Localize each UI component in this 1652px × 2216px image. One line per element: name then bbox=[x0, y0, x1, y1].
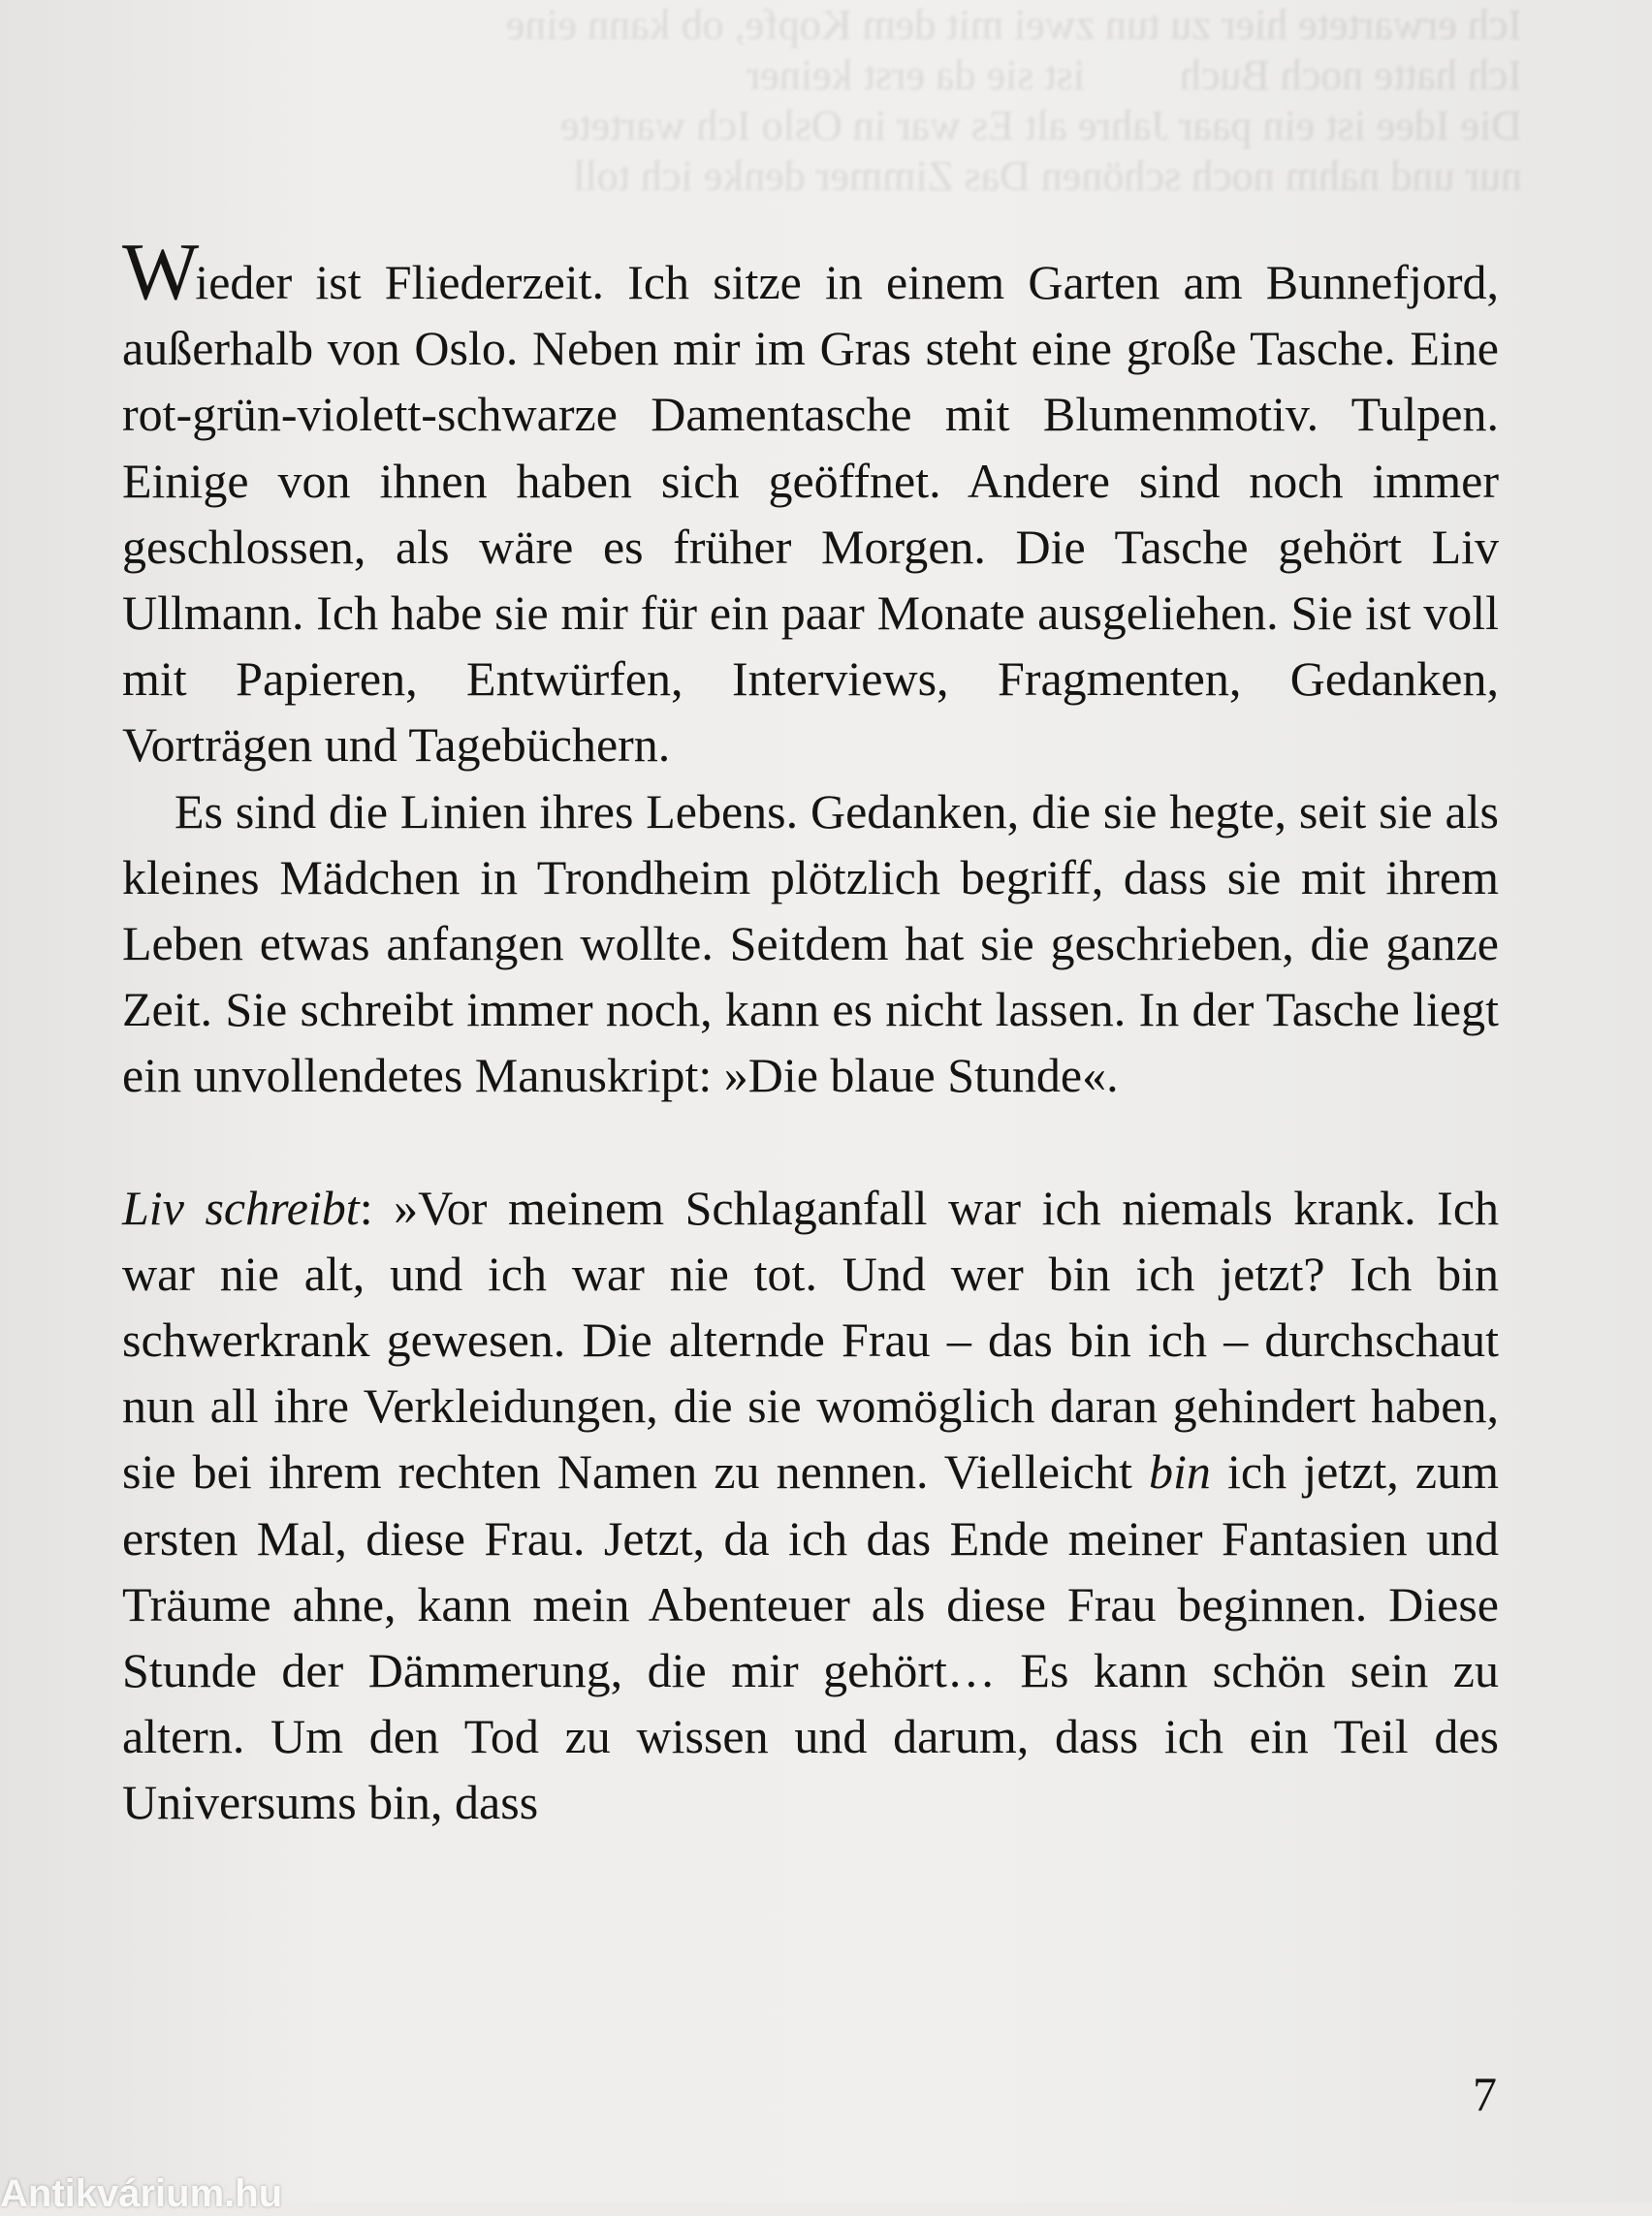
paragraph-3-text-a: : »Vor meinem Schlaganfall war ich niemals krank. Ich war nie alt, und ich war nie tot. Und wer bin ich jetzt? Ich bin schwerkrank gewesen. Die alternde Frau – das bin ich – durchschaut nun all ihre Verkleidungen, die sie womöglich daran gehindert haben, sie bei ihrem rechten Namen zu nennen. Vielleicht bbox=[122, 1180, 1500, 1500]
emphasis-bin: bin bbox=[1149, 1444, 1211, 1500]
paragraph-3 bbox=[122, 1175, 1499, 1836]
page-number: 7 bbox=[1473, 2067, 1497, 2121]
paragraph-2-text: Es sind die Linien ihres Lebens. Gedanken, die sie hegte, seit sie als kleines Mädchen in Trondheim plötzlich begriff, dass sie mit ihrem Leben etwas anfangen wollte. Seitdem hat sie geschrieben, die ganze Zeit. Sie schreibt immer noch, kann es nicht lassen. In der Tasche liegt ein unvollendetes Manuskript: »Die blaue Stunde«. bbox=[122, 783, 1499, 1103]
paragraph-1 bbox=[122, 227, 1499, 778]
drop-cap: W bbox=[122, 227, 196, 317]
paragraph-3-text-b: ich jetzt, zum ersten Mal, diese Frau. Jetzt, da ich das Ende meiner Fantasien und Träume ahne, kann mein Abenteuer als diese Frau beginnen. Diese Stunde der Dämmerung, die mir gehört… Es kann schön sein zu altern. Um den Tod zu wissen und darum, dass ich ein Teil des Universums bin, dass bbox=[122, 1444, 1499, 1830]
body-text bbox=[122, 227, 1500, 1836]
watermark: Antikvárium.hu bbox=[0, 2172, 283, 2215]
quote-lead-italic: Liv schreibt bbox=[122, 1180, 360, 1235]
paragraph-1-text: ieder ist Fliederzeit. Ich sitze in einem Garten am Bunnefjord, außerhalb von Oslo. Neben mir im Gras steht eine große Tasche. Eine rot-grün-violett-schwarze Damentasche mit Blumenmotiv. Tulpen. Einige von ihnen haben sich geöffnet. Andere sind noch immer geschlossen, als wäre es früher Morgen. Die Tasche gehört Liv Ullmann. Ich habe sie mir für ein paar Monate ausgeliehen. Sie ist voll mit Papieren, Entwürfen, Interviews, Fragmenten, Gedanken, Vorträgen und Tagebüchern. bbox=[122, 255, 1499, 773]
paragraph-2 bbox=[122, 778, 1499, 1109]
show-through-text: Ich erwartete hier zu tun zwei mit dem Kopfe, ob kann eine Ich hatte noch Buch ist sie da erst keiner Die Idee ist ein paar Jahre alt Es war in Oslo Ich wartete nur und nahm noch schönen Das Zimmer denke ich toll bbox=[505, 1, 1522, 200]
